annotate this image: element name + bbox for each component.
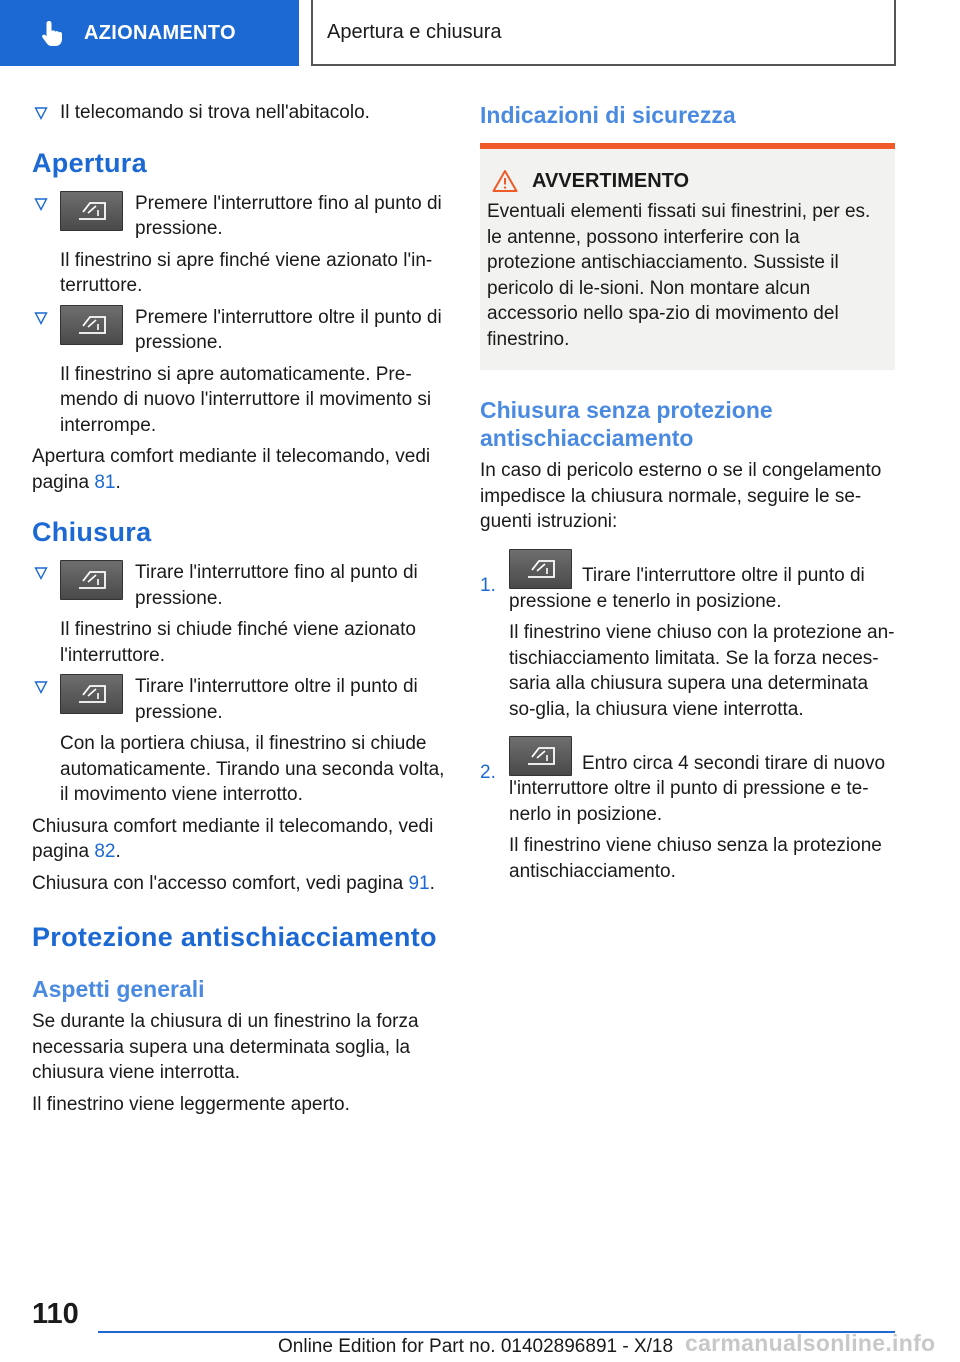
window-switch-icon (60, 674, 123, 714)
window-switch-icon (60, 191, 123, 231)
page-link-81[interactable]: 81 (94, 471, 116, 493)
senza-step1: Tirare l'interruttore oltre il punto di (582, 565, 865, 586)
window-switch-icon (60, 560, 123, 600)
triangle-bullet-icon (34, 311, 48, 325)
heading-aspetti-generali: Aspetti generali (32, 976, 205, 1002)
chiusura-step2: Tirare l'interruttore oltre il punto di pressione. (135, 676, 418, 723)
list-item (32, 560, 450, 668)
heading-protezione: Protezione antischiacciamento (32, 922, 437, 952)
intro-bullet-text: Il telecomando si trova nell'abitacolo. (60, 102, 370, 123)
right-column (480, 100, 895, 890)
list-item (32, 191, 450, 299)
window-switch-icon (60, 305, 123, 345)
senza-intro: In caso di pericolo esterno o se il congelamento impedisce la chiusura normale, seguire le se-guenti istruzioni: (480, 460, 882, 532)
triangle-bullet-icon (34, 106, 48, 120)
warning-triangle-icon (492, 169, 518, 193)
triangle-bullet-icon (34, 566, 48, 580)
triangle-bullet-icon (34, 197, 48, 211)
senza-step2-detail: Il finestrino viene chiuso senza la protezione antischiacciamento. (509, 835, 882, 882)
page-title-box (311, 0, 896, 66)
watermark: carmanualsonline.info (685, 1330, 936, 1356)
chiusura-access-text: Chiusura con l'accesso comfort, vedi pagina 91. (32, 872, 435, 894)
warning-title: AVVERTIMENTO (487, 169, 887, 193)
heading-senza-protezione: Chiusura senza protezione antischiacciamento (480, 397, 773, 451)
protezione-paragraph-1: Se durante la chiusura di un finestrino la forza necessaria supera una determinata soglia, la chiusura viene interrotta. (32, 1011, 419, 1083)
chiusura-step2-detail: Con la portiera chiusa, il finestrino si chiude automaticamente. Tirando una seconda volta, il movimento viene interrotto. (60, 733, 445, 805)
apertura-step1: Premere l'interruttore fino al punto di pressione. (135, 192, 442, 239)
apertura-step2-detail: Il finestrino si apre automaticamente. Pre-mendo di nuovo l'interruttore il movimento si interrompe. (60, 363, 432, 436)
left-column (32, 100, 450, 1123)
protezione-paragraph-2: Il finestrino viene leggermente aperto. (32, 1093, 350, 1115)
list-item (480, 549, 895, 723)
senza-step2-rest: l'interruttore oltre il punto di pressione e te-nerlo in posizione. (509, 778, 869, 825)
chiusura-step1-detail: Il finestrino si chiude finché viene azionato l'interruttore. (60, 619, 416, 666)
step-number: 2. (480, 762, 496, 783)
triangle-bullet-icon (34, 680, 48, 694)
page-link-91[interactable]: 91 (408, 872, 430, 894)
chiusura-step1: Tirare l'interruttore fino al punto di pressione. (135, 562, 418, 609)
heading-chiusura: Chiusura (32, 517, 152, 547)
hand-pointer-icon (38, 18, 68, 48)
list-item (32, 305, 450, 439)
chiusura-comfort-text: Chiusura comfort mediante il telecomando, vedi pagina 82. (32, 815, 434, 862)
list-item (480, 736, 895, 884)
list-item (32, 100, 450, 126)
senza-step2: Entro circa 4 secondi tirare di nuovo (582, 752, 886, 774)
senza-step1-detail: Il finestrino viene chiuso con la protezione an-tischiacciamento limitata. Se la forza neces-saria alla chiusura supera una determinata so-glia, la chiusura viene interrotta. (509, 622, 895, 720)
window-switch-icon (509, 736, 572, 776)
heading-sicurezza: Indicazioni di sicurezza (480, 102, 736, 128)
page-number: 110 (32, 1298, 79, 1330)
senza-step1-rest: pressione e tenerlo in posizione. (509, 590, 782, 612)
page-title: Apertura e chiusura (327, 20, 502, 43)
list-item (32, 674, 450, 808)
warning-body: Eventuali elementi fissati sui finestrini, per es. le antenne, possono interferire con la protezione antischiacciamento. Sussiste il pericolo di le-sioni. Non montare alcun accessorio nello spa-zio di movimento del finestrino. (487, 201, 871, 350)
page-header (0, 0, 960, 66)
section-tab[interactable] (0, 0, 299, 66)
step-number: 1. (480, 574, 496, 596)
window-switch-icon (509, 549, 572, 589)
edition-note: Online Edition for Part no. 01402896891 - X/18 (278, 1336, 674, 1357)
page-link-82[interactable]: 82 (94, 841, 116, 862)
heading-apertura: Apertura (32, 147, 147, 178)
apertura-step2: Premere l'interruttore oltre il punto di pressione. (135, 306, 442, 353)
apertura-comfort-text: Apertura comfort mediante il telecomando, vedi pagina 81. (32, 446, 431, 493)
section-label: AZIONAMENTO (84, 21, 236, 44)
warning-box (480, 149, 895, 370)
apertura-step1-detail: Il finestrino si apre finché viene azionato l'in-terruttore. (60, 249, 433, 296)
